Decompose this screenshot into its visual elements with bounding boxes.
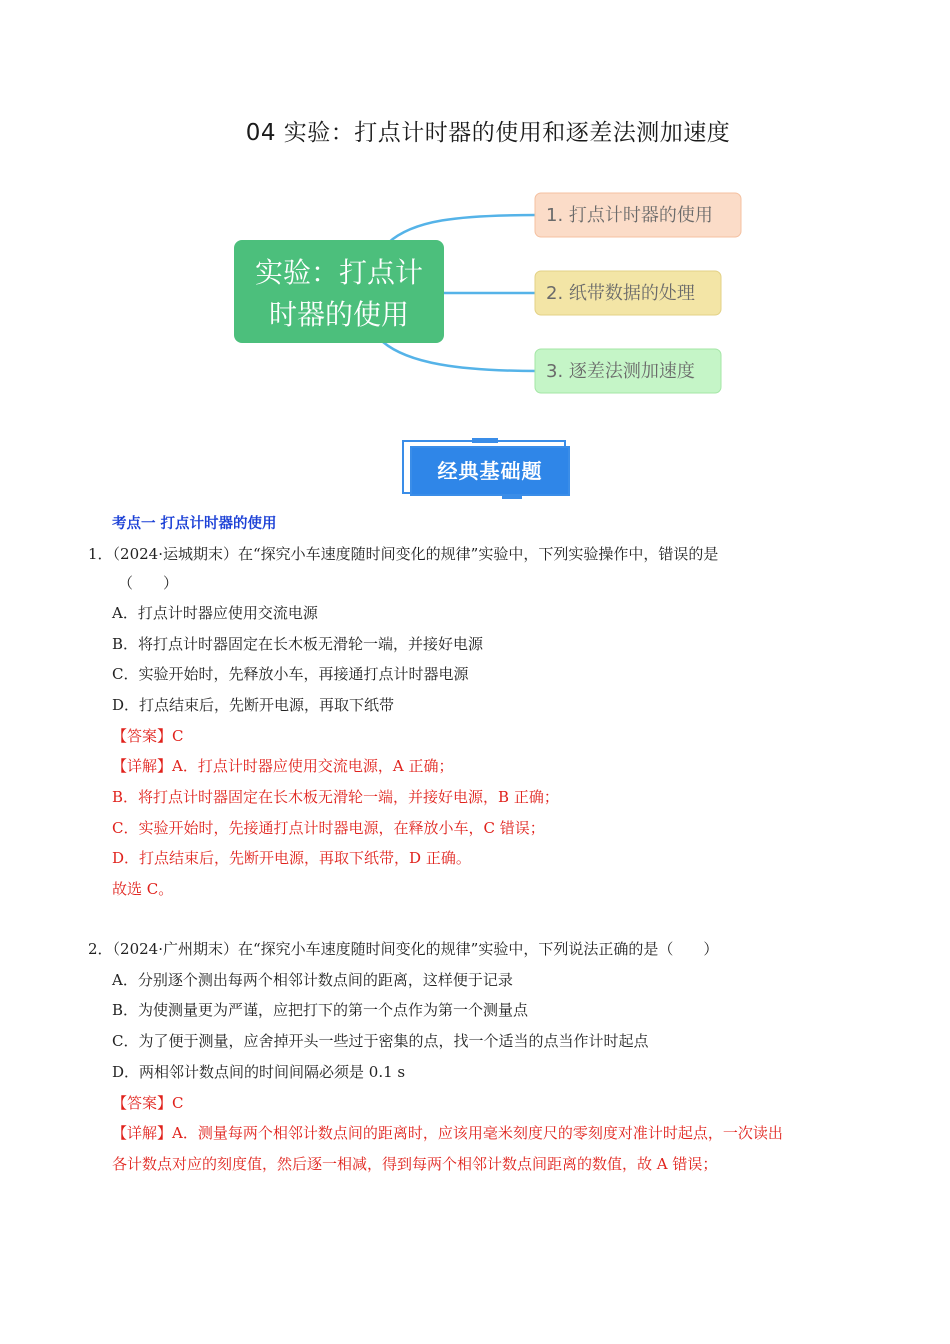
mind-map-connector — [388, 215, 538, 243]
q1-detail-text-1: A．打点计时器应使用交流电源，A 正确； — [172, 757, 454, 775]
q1-paren: （ ） — [118, 574, 179, 592]
q1-stem: 1．（2024·运城期末）在“探究小车速度随时间变化的规律”实验中，下列实验操作中，错误的是 — [88, 545, 719, 563]
q2-answer — [112, 1093, 184, 1113]
mind-map — [228, 185, 748, 400]
q1-option-a: A．打点计时器应使用交流电源 — [112, 604, 318, 622]
q2-answer-tag: 【答案】 — [112, 1094, 173, 1112]
q1-detail-4: D．打点结束后，先断开电源，再取下纸带，D 正确。 — [112, 849, 471, 867]
q1-detail-2: B．将打点计时器固定在长木板无滑轮一端，并接好电源，B 正确； — [112, 788, 559, 806]
q2-detail-text-1: A．测量每两个相邻计数点间的距离时，应该用毫米刻度尺的零刻度对准计时起点，一次读出 — [172, 1124, 783, 1142]
mind-map-branch-2-label: 2. 纸带数据的处理 — [546, 283, 695, 304]
q2-option-c: C．为了便于测量，应舍掉开头一些过于密集的点，找一个适当的点当作计时起点 — [112, 1032, 649, 1050]
mind-map-center-line-2: 时器的使用 — [268, 298, 410, 331]
section-banner-text: 经典基础题 — [437, 459, 543, 483]
q1-option-c: C．实验开始时，先释放小车，再接通打点计时器电源 — [112, 665, 469, 683]
mind-map-connector — [383, 342, 538, 371]
q2-answer-value: C — [172, 1094, 184, 1112]
q2-detail-2: 各计数点对应的刻度值，然后逐一相减，得到每两个相邻计数点间距离的数值，故 A 错误； — [112, 1155, 718, 1173]
q2-option-b: B．为使测量更为严谨，应把打下的第一个点作为第一个测量点 — [112, 1001, 529, 1019]
q1-detail-tag: 【详解】 — [112, 757, 173, 775]
q1-detail-5: 故选 C。 — [112, 880, 174, 898]
q2-option-a: A．分别逐个测出每两个相邻计数点间的距离，这样便于记录 — [112, 971, 513, 989]
mind-map-branch-1-label: 1. 打点计时器的使用 — [546, 205, 713, 226]
q1-answer-tag: 【答案】 — [112, 727, 173, 745]
q1-detail-1 — [112, 756, 453, 776]
section-banner — [402, 436, 574, 498]
q2-detail-tag: 【详解】 — [112, 1124, 173, 1142]
section-heading: 考点一 打点计时器的使用 — [112, 516, 277, 532]
q2-stem: 2．（2024·广州期末）在“探究小车速度随时间变化的规律”实验中，下列说法正确的是（ ） — [88, 940, 719, 958]
q1-option-b: B．将打点计时器固定在长木板无滑轮一端，并接好电源 — [112, 635, 484, 653]
q1-detail-3: C．实验开始时，先接通打点计时器电源，在释放小车，C 错误； — [112, 819, 545, 837]
q1-answer — [112, 726, 184, 746]
q2-detail-1 — [112, 1123, 783, 1143]
q1-option-d: D．打点结束后，先断开电源，再取下纸带 — [112, 696, 395, 714]
q2-option-d: D．两相邻计数点间的时间间隔必须是 0.1 s — [112, 1063, 406, 1081]
page-title: 04 实验：打点计时器的使用和逐差法测加速度 — [245, 120, 731, 146]
mind-map-center-line-1: 实验：打点计 — [254, 256, 424, 289]
q1-answer-value: C — [172, 727, 184, 745]
mind-map-branch-3-label: 3. 逐差法测加速度 — [546, 361, 695, 382]
